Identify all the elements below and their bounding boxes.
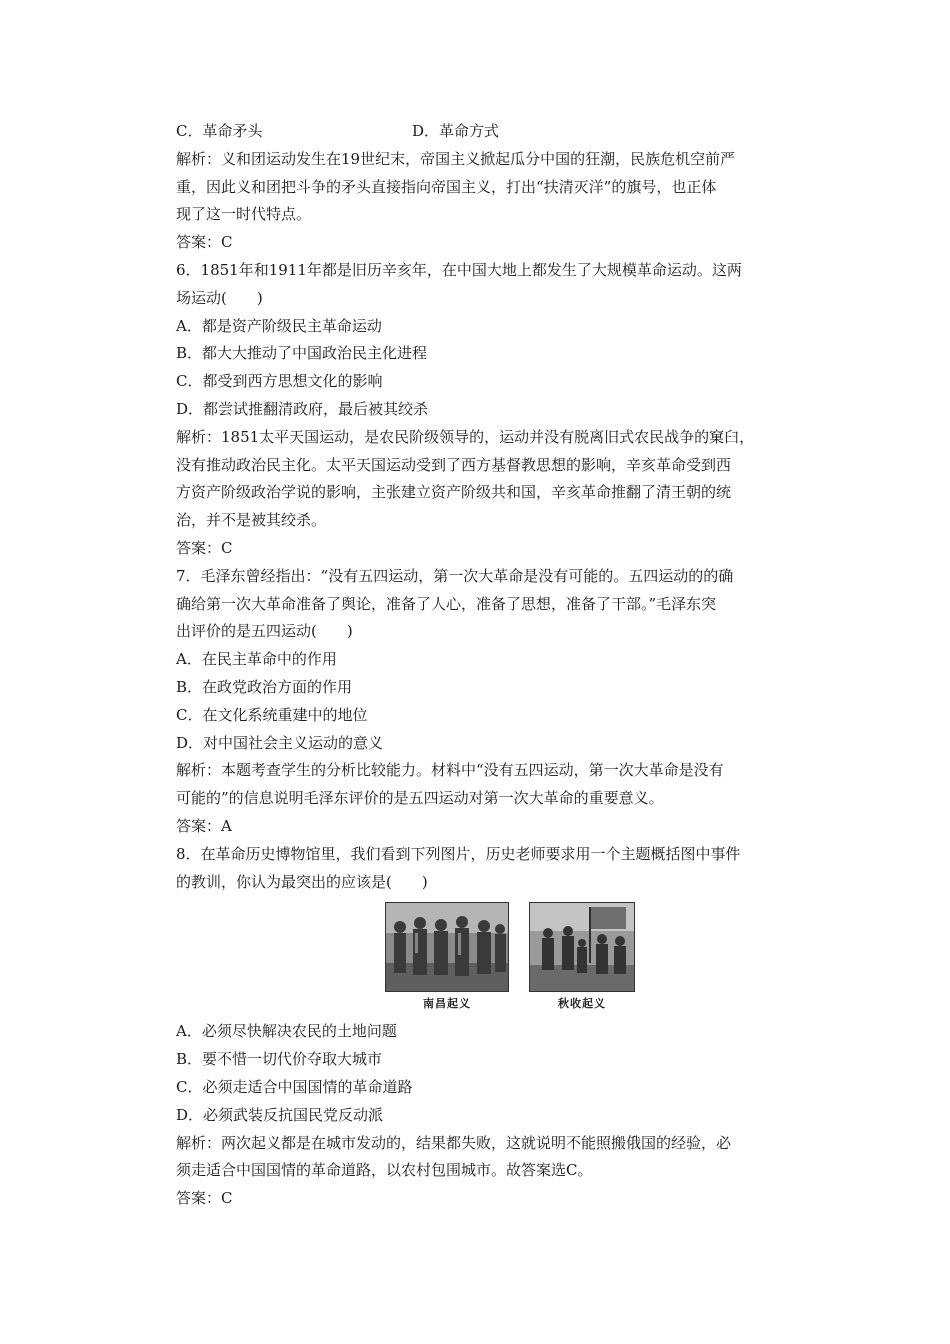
q8-option-d: D．必须武装反抗国民党反动派 [176, 1105, 384, 1124]
q6-answer: 答案：C [176, 538, 233, 557]
q8-figure [204, 902, 816, 1014]
q8-stem-line: 8．在革命历史博物馆里，我们看到下列图片，历史老师要求用一个主题概括图中事件 [176, 844, 741, 863]
document-page [176, 118, 816, 1213]
q5-options-row [176, 118, 816, 146]
autumn-harvest-uprising-image [529, 902, 635, 992]
q7-analysis-line: 解析：本题考查学生的分析比较能力。材料中“没有五四运动，第一次大革命是没有 [176, 761, 724, 780]
q8-analysis-line: 须走适合中国国情的革命道路，以农村包围城市。故答案选C。 [176, 1161, 593, 1180]
q7-option-d: D．对中国社会主义运动的意义 [176, 733, 384, 752]
q7-option-c: C．在文化系统重建中的地位 [176, 705, 368, 724]
q5-answer: 答案：C [176, 233, 233, 252]
q6-option-a: A．都是资产阶级民主革命运动 [176, 316, 382, 335]
q6-stem-line: 场运动( ) [176, 288, 263, 307]
q6-option-d: D．都尝试推翻清政府，最后被其绞杀 [176, 399, 429, 418]
nanchang-uprising-image [385, 902, 509, 992]
q7-option-a: A．在民主革命中的作用 [176, 650, 337, 669]
q7-answer: 答案：A [176, 816, 232, 835]
q5-option-d: D．革命方式 [412, 122, 500, 140]
q8-option-c: C．必须走适合中国国情的革命道路 [176, 1077, 413, 1096]
q5-option-c: C．革命矛头 [176, 122, 263, 140]
autumn-harvest-uprising-photo-block [529, 902, 635, 1014]
q8-stem-line: 的教训，你认为最突出的应该是( ) [176, 872, 428, 891]
autumn-harvest-uprising-caption: 秋收起义 [558, 997, 606, 1011]
q7-stem-line: 出评价的是五四运动( ) [176, 622, 353, 641]
q6-analysis-line: 方资产阶级政治学说的影响，主张建立资产阶级共和国，辛亥革命推翻了清王朝的统 [176, 483, 732, 502]
q7-analysis-line: 可能的”的信息说明毛泽东评价的是五四运动对第一次大革命的重要意义。 [176, 789, 664, 808]
q7-option-b: B．在政党政治方面的作用 [176, 677, 353, 696]
q6-stem-line: 6．1851年和1911年都是旧历辛亥年，在中国大地上都发生了大规模革命运动。这两 [176, 260, 742, 279]
q6-option-b: B．都大大推动了中国政治民主化进程 [176, 344, 428, 363]
q8-option-a: A．必须尽快解决农民的土地问题 [176, 1022, 397, 1041]
q8-analysis-line: 解析：两次起义都是在城市发动的，结果都失败，这就说明不能照搬俄国的经验，必 [176, 1133, 732, 1152]
q6-analysis-line: 解析：1851太平天国运动，是农民阶级领导的，运动并没有脱离旧式农民战争的窠臼， [176, 427, 755, 446]
q8-option-b: B．要不惜一切代价夺取大城市 [176, 1050, 383, 1069]
q5-analysis-line: 现了这一时代特点。 [176, 205, 312, 224]
q6-option-c: C．都受到西方思想文化的影响 [176, 372, 383, 391]
q6-analysis-line: 治，并不是被其绞杀。 [176, 511, 327, 530]
q7-stem-line: 7．毛泽东曾经指出：“没有五四运动，第一次大革命是没有可能的。五四运动的的确 [176, 566, 734, 585]
nanchang-uprising-caption: 南昌起义 [423, 997, 471, 1011]
q8-answer: 答案：C [176, 1189, 233, 1208]
q7-stem-line: 确给第一次大革命准备了舆论，准备了人心，准备了思想，准备了干部。”毛泽东突 [176, 594, 717, 613]
q6-analysis-line: 没有推动政治民主化。太平天国运动受到了西方基督教思想的影响，辛亥革命受到西 [176, 455, 732, 474]
q5-analysis-line: 解析：义和团运动发生在19世纪末，帝国主义掀起瓜分中国的狂潮，民族危机空前严 [176, 149, 736, 168]
nanchang-uprising-photo-block [385, 902, 509, 1014]
q5-analysis-line: 重，因此义和团把斗争的矛头直接指向帝国主义，打出“扶清灭洋”的旗号，也正体 [176, 177, 717, 196]
